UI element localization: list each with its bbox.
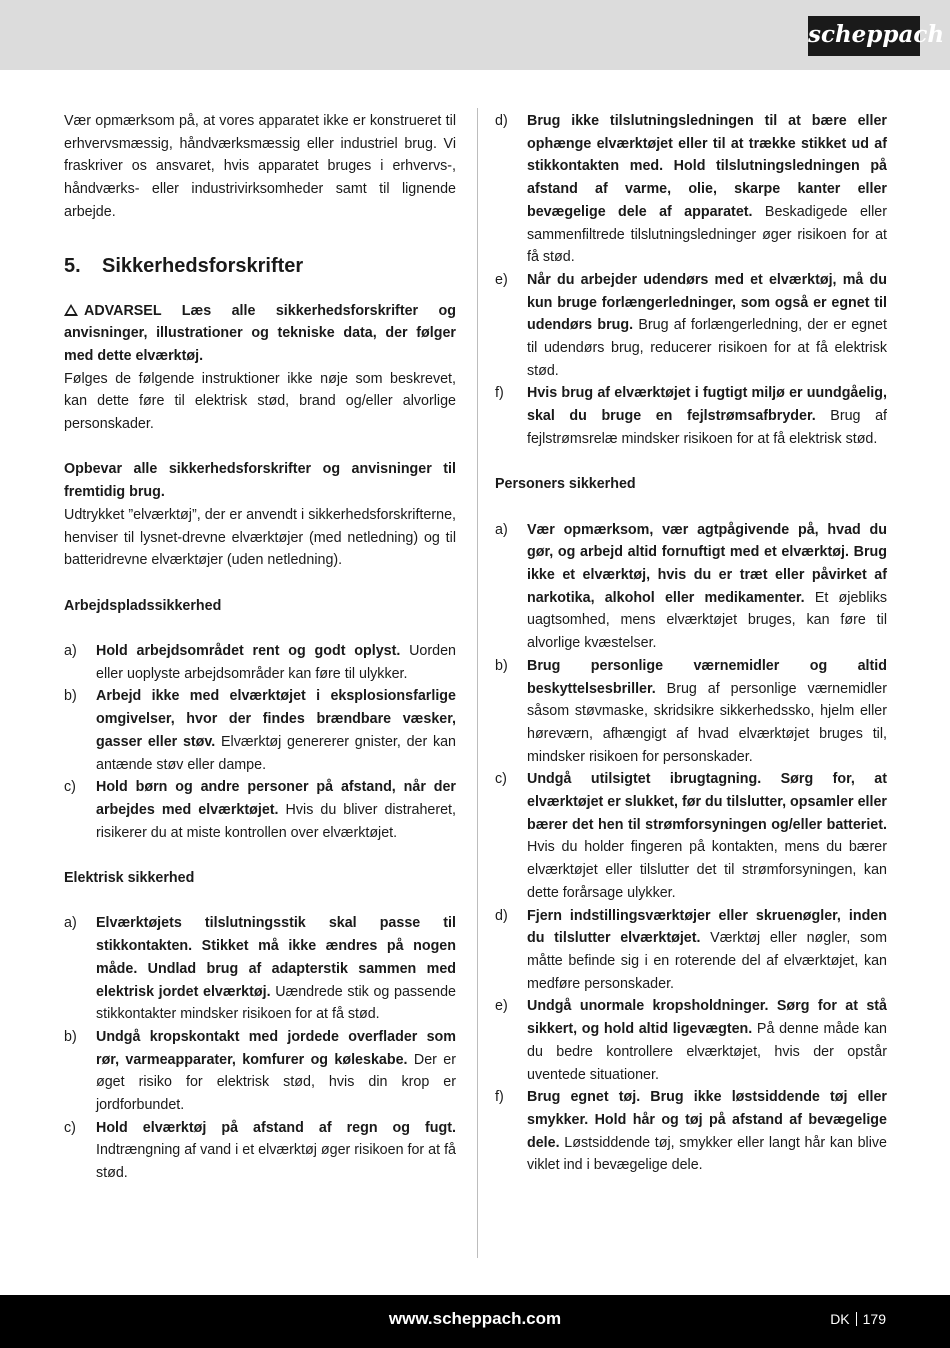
page-indicator <box>830 1295 886 1343</box>
left-column <box>64 110 456 1185</box>
logo-text: scheppach <box>808 21 945 48</box>
personal-list <box>495 519 887 1177</box>
keep-instructions-bold: Opbevar alle sikkerhedsforskrifter og anvisninger til fremtidig brug. <box>64 461 456 501</box>
item-text: Indtrængning af vand i et elværktøj øger risikoen for at få stød. <box>96 1142 456 1182</box>
item-text: Beskadigede eller sammenfiltrede tilslutningsledninger øger risikoen for at få stød. <box>527 203 887 266</box>
section-heading <box>64 252 456 280</box>
workplace-list <box>64 640 456 844</box>
right-column <box>495 110 887 1177</box>
list-item <box>495 382 887 450</box>
page-separator <box>856 1312 857 1326</box>
item-text: Et øjebliks uagtsomhed, mens elværktøjet bruges, kan føre til alvorlige kvæstelser. <box>527 589 887 652</box>
electric-list <box>64 912 456 1184</box>
item-bold-text: Hold elværktøj på afstand af regn og fugt. <box>96 1119 456 1136</box>
list-item <box>495 995 887 1086</box>
item-text: Der er øget risiko for elektrisk stød, hvis din krop er jordforbundet. <box>96 1051 456 1114</box>
item-letter: c) <box>64 1119 76 1136</box>
item-text: Hvis du holder fingeren på kontakten, mens du bærer elværktøjet eller tilslutter det til strømforsyningen, kan dette forårsage ulykker. <box>527 839 887 901</box>
footer-bar <box>0 1295 950 1348</box>
item-bold-text: Undgå unormale kropsholdninger. Sørg for at stå sikkert, og hold altid ligevægten. <box>527 998 887 1038</box>
electric-list-continued <box>495 110 887 451</box>
item-letter: f) <box>495 1089 504 1106</box>
electric-heading: Elektrisk sikkerhed <box>64 870 195 887</box>
item-text: Hvis du bliver distraheret, risikerer du at miste kontrollen over elværktøjet. <box>96 801 456 841</box>
item-text: På denne måde kan du bedre kontrollere elværktøjet, hvis der opstår uventede situationer. <box>527 1021 888 1083</box>
section-number: 5. <box>64 254 81 277</box>
list-item <box>495 655 887 769</box>
intro-paragraph: Vær opmærksom på, at vores apparatet ikke er konstrueret til erhvervsmæssig, håndværksmæssig eller industriel brug. Vi fraskriver os ansvaret, hvis apparatet bruges i erhvervs-, håndværks- eller industrivirksomheder samt til lignende arbejde. <box>64 113 456 220</box>
language-code: DK <box>830 1311 850 1327</box>
item-text: Brug af personlige værnemidler såsom støvmaske, skridsikre sikkerhedssko, hjelm eller høreværn, afhængigt af hvad elværktøjet bruges til, mindsker risikoen for personskader. <box>527 680 887 765</box>
item-letter: f) <box>495 385 504 402</box>
item-bold-text: Når du arbejder udendørs med et elværktøj, må du kun bruge forlængerledninger, som også er egnet til udendørs brug. <box>527 271 887 334</box>
item-bold-text: Hvis brug af elværktøjet i fugtigt miljø er uundgåelig, skal du bruge en fejlstrømsafbryder. <box>527 385 887 425</box>
item-letter: d) <box>495 113 508 129</box>
item-text: Elværktøj genererer gnister, der kan antænde støv eller dampe. <box>96 733 457 773</box>
item-letter: a) <box>495 521 508 538</box>
item-text: Uændrede stik og passende stikkontakter mindsker risikoen for at få stød. <box>96 983 457 1023</box>
page-number: 179 <box>862 1311 886 1327</box>
warning-triangle-icon <box>64 304 78 316</box>
list-item <box>495 768 887 904</box>
list-item <box>495 905 887 996</box>
brand-logo <box>808 16 945 56</box>
item-bold-text: Brug personlige værnemidler og altid beskyttelsesbriller. <box>527 657 887 697</box>
item-letter: c) <box>495 771 507 788</box>
item-bold-text: Hold børn og andre personer på afstand, når der arbejdes med elværktøjet. <box>96 779 456 818</box>
list-item <box>64 640 456 685</box>
item-bold-text: Brug egnet tøj. Brug ikke løstsiddende tøj eller smykker. Hold hår og tøj på afstand af bevægelige dele. <box>527 1089 887 1151</box>
warning-bold: ADVARSEL Læs alle sikkerhedsforskrifter og anvisninger, illustrationer og tekniske data, der følger med dette elværktøj. <box>64 302 456 364</box>
warning-text: Følges de følgende instruktioner ikke nøje som beskrevet, kan dette føre til elektrisk stød, brand og/eller alvorlige personskader. <box>64 370 456 433</box>
list-item <box>64 1117 456 1185</box>
item-letter: a) <box>64 643 77 660</box>
item-text: Løstsiddende tøj, smykker eller langt hår kan blive viklet ind i bevægelige dele. <box>527 1134 887 1174</box>
item-text: Uorden eller uoplyste arbejdsområder kan føre til ulykker. <box>96 643 456 682</box>
item-letter: b) <box>495 657 508 674</box>
item-bold-text: Vær opmærksom, vær agtpågivende på, hvad du gør, og arbejd altid fornuftigt med et elværktøj. Brug ikke et elværktøj, hvis du er træt eller påvirket af narkotika, alkohol eller medikamenter. <box>527 521 887 606</box>
item-letter: a) <box>64 915 77 932</box>
item-letter: d) <box>495 907 508 924</box>
item-bold-text: Brug ikke tilslutningsledningen til at bære eller ophænge elværktøjet eller til at trække stikket ud af stikkontakten med. Hold tilslutningsledningen på afstand af varme, olie, skarpe kanter eller bevægelige dele af apparatet. <box>527 113 887 220</box>
list-item <box>64 1026 456 1117</box>
keep-instructions-text: Udtrykket ”elværktøj”, der er anvendt i sikkerhedsforskrifterne, henviser til lysnet-drevne elværktøjer (med netledning) og til batteridrevne elværktøjer (uden netledning). <box>64 506 456 569</box>
item-bold-text: Undgå utilsigtet ibrugtagning. Sørg for, at elværktøjet er slukket, før du tilslutter, opsamler eller bærer det hen til strømforsyningen og/eller batteriet. <box>527 771 887 833</box>
item-letter: b) <box>64 1028 77 1045</box>
item-bold-text: Fjern indstillingsværktøjer eller skruenøgler, inden du tilslutter elværktøjet. <box>527 907 887 947</box>
column-divider <box>477 108 478 1258</box>
item-bold-text: Elværktøjets tilslutningsstik skal passe til stikkontakten. Stikket må ikke ændres på nogen måde. Undlad brug af adapterstik sammen med elektrisk jordet elværktøj. <box>96 915 456 1000</box>
list-item <box>495 269 887 383</box>
item-letter: e) <box>495 271 508 288</box>
item-text: Brug af forlængerledning, der er egnet til udendørs brug, reducerer risikoen for at få elektrisk stød. <box>527 317 887 379</box>
list-item <box>64 912 456 1026</box>
item-text: Værktøj eller nøgler, som måtte befinde sig i en roterende del af elværktøjet, kan medføre personskader. <box>527 930 887 992</box>
list-item <box>495 519 887 655</box>
list-item <box>64 776 456 844</box>
item-letter: c) <box>64 779 76 796</box>
item-letter: b) <box>64 688 77 705</box>
personal-heading: Personers sikkerhed <box>495 476 636 493</box>
list-item <box>495 110 887 269</box>
item-bold-text: Undgå kropskontakt med jordede overflader som rør, varmeapparater, komfurer og køleskabe. <box>96 1028 456 1068</box>
warning-paragraph <box>64 300 456 368</box>
list-item <box>64 685 456 776</box>
section-title: Sikkerhedsforskrifter <box>102 254 304 277</box>
workplace-heading: Arbejdspladssikkerhed <box>64 597 222 614</box>
list-item <box>495 1086 887 1177</box>
item-bold-text: Hold arbejdsområdet rent og godt oplyst. <box>96 643 401 660</box>
item-letter: e) <box>495 998 508 1015</box>
item-bold-text: Arbejd ikke med elværktøjet i eksplosionsfarlige omgivelser, hvor der findes brændbare væsker, gasser eller støv. <box>96 688 456 750</box>
item-text: Brug af fejlstrømsrelæ mindsker risikoen for at få elektrisk stød. <box>527 408 887 447</box>
footer-url: www.scheppach.com <box>388 1309 562 1328</box>
